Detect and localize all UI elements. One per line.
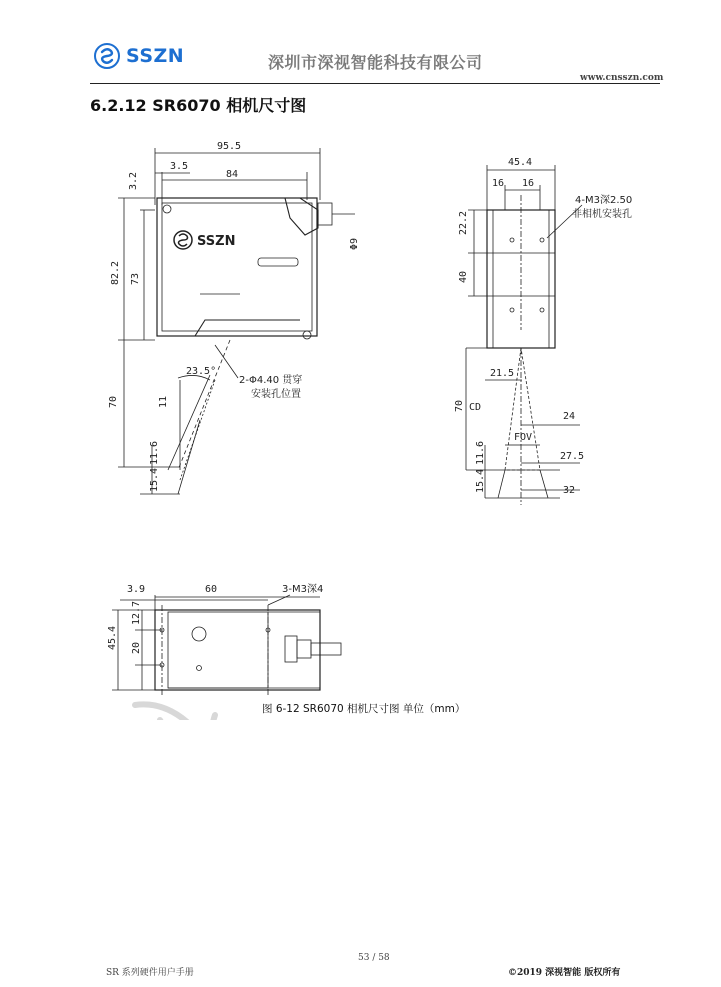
dim-fov-24: 24: [563, 411, 576, 422]
dim-bottom-45-4: 45.4: [107, 625, 118, 650]
page-number: 53 / 58: [358, 953, 390, 963]
dim-distance-11-6: 11.6: [149, 440, 160, 465]
dim-fov-32: 32: [563, 485, 576, 496]
dim-bottom-20: 20: [131, 641, 142, 654]
note-bottom-thread: 3-M3深4: [282, 584, 324, 595]
housing-logo-text: SSZN: [197, 234, 236, 249]
dim-side-40: 40: [458, 270, 469, 283]
note-mount-holes-2: 安装孔位置: [251, 389, 301, 400]
dim-side-22-2: 22.2: [458, 210, 469, 235]
dim-fov-27-5: 27.5: [560, 451, 585, 462]
footer-copyright: ©2019 深视智能 版权所有: [508, 968, 621, 978]
dim-distance-15-4: 15.4: [149, 467, 160, 492]
dim-distance-11: 11: [158, 395, 169, 408]
note-mount-holes: 2-Φ4.40 贯穿: [239, 375, 303, 386]
dim-bottom-offset: 3.9: [127, 584, 146, 595]
dim-cable-diameter: Φ9: [349, 237, 360, 250]
company-name: 深圳市深视智能科技有限公司: [268, 53, 483, 72]
dim-height-body: 73: [130, 272, 141, 285]
dim-offset-left: 3.5: [170, 161, 189, 172]
dim-angle: 23.5°: [186, 366, 217, 377]
dim-side-width: 45.4: [508, 157, 533, 168]
figure-caption: 图 6-12 SR6070 相机尺寸图 单位（mm）: [262, 703, 466, 715]
dim-distance-70: 70: [108, 395, 119, 408]
dim-side-11-6: 11.6: [475, 440, 486, 465]
dim-fov-label: FOV: [514, 432, 533, 443]
dim-side-cd-label: CD: [469, 402, 482, 413]
bottom-view: [112, 595, 341, 695]
dim-side-cd-70: 70: [454, 399, 465, 412]
dim-side-left-16: 16: [492, 178, 505, 189]
logo-text: SSZN: [126, 45, 185, 67]
website-url: www.cnsszn.com: [580, 73, 664, 83]
note-side-thread-2: 非相机安装孔: [572, 209, 632, 220]
dim-total-width: 95.5: [217, 141, 242, 152]
dim-side-right-16: 16: [522, 178, 535, 189]
watermark: [135, 704, 225, 720]
section-title: 6.2.12 SR6070 相机尺寸图: [90, 96, 307, 115]
dim-side-15-4: 15.4: [475, 468, 486, 493]
note-side-thread: 4-M3深2.50: [575, 195, 633, 206]
dim-body-width: 84: [226, 169, 239, 180]
dim-height-total: 82.2: [110, 260, 121, 285]
housing-logo: [174, 231, 235, 249]
dim-top-offset: 3.2: [128, 171, 139, 190]
dim-bottom-width-60: 60: [205, 584, 218, 595]
dim-side-21-5: 21.5: [490, 368, 515, 379]
footer-manual-title: SR 系列硬件用户手册: [106, 968, 194, 978]
dim-bottom-12-7: 12.7: [131, 600, 142, 625]
